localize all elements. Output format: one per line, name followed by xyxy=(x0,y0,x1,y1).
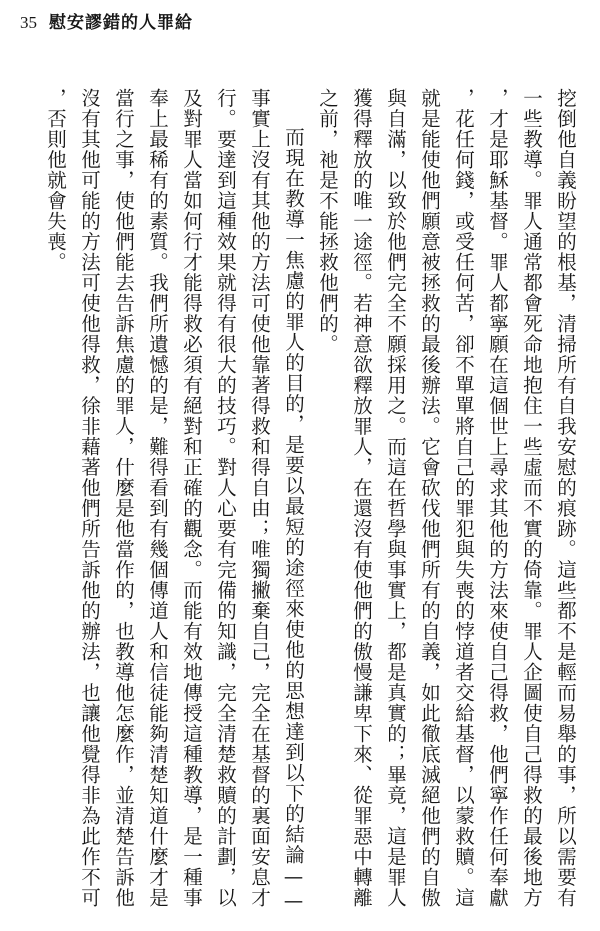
paragraph: 而現在教導一焦慮的罪人的目的，是要以最短的途徑來使他的思想達到以下的結論——事實上沒有其他的方法可使他靠著得救和得自由；唯獨撇棄自己，完全在基督的裏面安息才行。要達到這種效果就得有很大的技巧。對人心要有完備的知識，完全清楚救贖的計劃，以及對罪人當如何行才能得救必須有絕對和正確的觀念。而能有效地傳授這種教導，是一種事奉上最稀有的素質。我們所遺憾的是，難得看到有幾個傳道人和信徒能夠清楚知道什麼才是當行之事，使他們能去告訴焦慮的罪人，什麼是他當作的，也教導他怎麼作，並清楚告訴他沒有其他可能的方法可使他得救，徐非藉著他們所告訴他的辦法，也讓他覺得非為此作不可，否則他就會失喪。 xyxy=(44,88,305,913)
page-number: 35 xyxy=(20,13,37,32)
paragraph-continued: 挖倒他自義盼望的根基，清掃所有自我安慰的痕跡。這些都不是輕而易舉的事，所以需要有一些教導。罪人通常都會死命地抱住一些虛而不實的倚靠。罪人企圖使自己得救的最後地方，才是耶穌基督。罪人都寧願在這個世上尋求其他的方法來使自己得救，他們寧作任何奉獻，花任何錢，或受任何苦，卻不單單將自己的罪犯與失喪的悖道者交給基督，以蒙救贖。這就是能使他們願意被拯救的最後辦法。它會砍伐他們所有的自義，如此徹底滅絕他們的自傲與自滿，以致於他們完全不願採用之。而這在哲學與事實上，都是真實的；畢竟，這是罪人獲得釋放的唯一途徑。若神意欲釋放罪人，在還沒有使他們的傲慢謙卑下來、從罪惡中轉離之前，祂是不能拯救他們的。 xyxy=(316,88,577,908)
page-header xyxy=(20,8,193,36)
body-text xyxy=(17,88,582,923)
running-title: 慰安謬錯的人罪給 xyxy=(49,13,193,33)
